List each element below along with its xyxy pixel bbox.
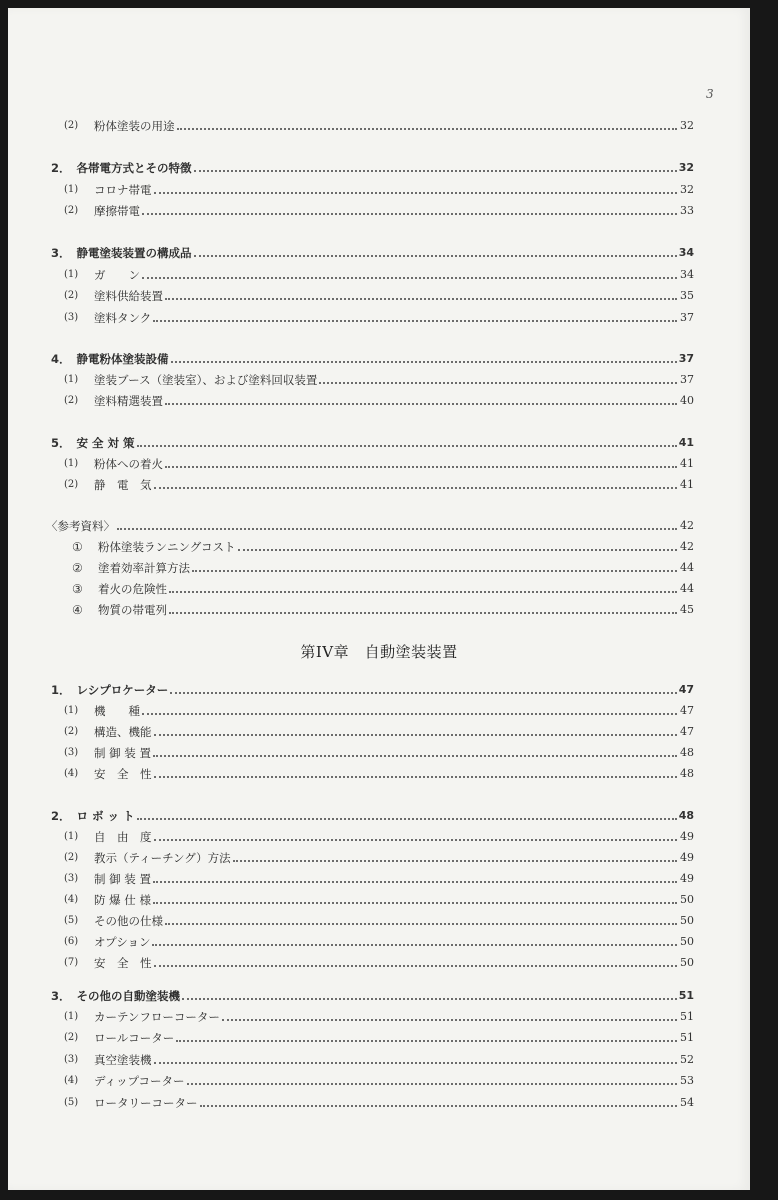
toc-entry-page: 49 [680, 830, 694, 843]
toc-entry [8, 700, 694, 718]
toc-entry-label: ガ ン [94, 268, 140, 282]
toc-entry [8, 557, 694, 575]
toc-entry-number: (2) [64, 290, 79, 301]
dot-leader [170, 692, 677, 694]
page-number: 3 [706, 87, 714, 101]
toc-entry [8, 868, 694, 886]
toc-entry-page: 32 [680, 183, 694, 196]
dot-leader [319, 382, 677, 384]
toc-entry-label: 静電塗装装置の構成品 [76, 246, 192, 260]
toc-entry-label: 教示（ティーチング）方法 [94, 851, 231, 865]
toc-entry [8, 200, 694, 218]
toc-entry-number: (4) [64, 768, 79, 779]
toc-entry [8, 1006, 694, 1024]
dot-leader [137, 445, 677, 447]
toc-entry-number: (5) [64, 915, 79, 926]
dot-leader [176, 1040, 677, 1042]
dot-leader [142, 713, 677, 715]
toc-entry-number: (3) [64, 873, 79, 884]
toc-entry-number: (3) [64, 312, 79, 323]
toc-entry-number: (1) [64, 184, 79, 195]
toc-entry-page: 44 [680, 561, 694, 574]
toc-entry-label: 摩擦帯電 [94, 204, 140, 218]
toc-entry-page: 42 [680, 519, 694, 532]
dot-leader [171, 361, 677, 363]
toc-entry-number: (6) [64, 936, 79, 947]
dot-leader [165, 403, 677, 405]
toc-entry-number: 2． [51, 161, 71, 175]
dot-leader [187, 1083, 677, 1085]
toc-entry [8, 369, 694, 387]
toc-entry [8, 115, 694, 133]
toc-entry-number: (2) [64, 852, 79, 863]
dot-leader [153, 320, 677, 322]
toc-entry-number: (4) [64, 1075, 79, 1086]
dot-leader [154, 487, 678, 489]
toc-entry-number: (4) [64, 894, 79, 905]
toc-entry [8, 453, 694, 471]
toc-entry-number: (5) [64, 1097, 79, 1108]
dot-leader [153, 755, 677, 757]
dot-leader [152, 944, 677, 946]
toc-entry-label: 粉体への着火 [94, 457, 163, 471]
toc-entry-label: 安 全 性 [94, 956, 152, 970]
dot-leader [153, 902, 677, 904]
dot-leader [165, 298, 677, 300]
dot-leader [169, 591, 677, 593]
dot-leader [154, 734, 678, 736]
toc-entry-page: 48 [680, 767, 694, 780]
toc-entry [8, 805, 694, 823]
toc-entry-number: (2) [64, 395, 79, 406]
toc-entry-page: 42 [680, 540, 694, 553]
table-of-contents [8, 8, 750, 1190]
toc-entry [8, 952, 694, 970]
toc-entry-number: (3) [64, 747, 79, 758]
toc-entry [8, 432, 694, 450]
toc-entry-page: 33 [680, 204, 694, 217]
toc-entry [8, 763, 694, 781]
toc-entry-label: 安 全 性 [94, 767, 152, 781]
toc-entry [8, 390, 694, 408]
toc-entry-page: 50 [680, 893, 694, 906]
toc-entry [8, 348, 694, 366]
toc-entry-page: 50 [680, 935, 694, 948]
toc-entry-number: ④ [72, 603, 83, 617]
toc-entry-page: 37 [678, 352, 694, 365]
toc-entry-label: その他の自動塗装機 [76, 989, 181, 1003]
toc-entry-page: 34 [680, 268, 694, 281]
toc-entry-label: カーテンフローコーター [94, 1010, 220, 1024]
toc-entry [8, 1027, 694, 1045]
toc-entry-page: 37 [680, 373, 694, 386]
toc-entry [8, 679, 694, 697]
toc-entry [8, 826, 694, 844]
toc-entry-number: (3) [64, 1054, 79, 1065]
dot-leader [222, 1019, 677, 1021]
toc-entry [8, 242, 694, 260]
toc-entry [8, 285, 694, 303]
dot-leader [153, 881, 677, 883]
dot-leader [154, 776, 678, 778]
dot-leader [165, 466, 677, 468]
toc-entry-page: 50 [680, 914, 694, 927]
toc-entry-label: コロナ帯電 [94, 183, 152, 197]
toc-entry [8, 931, 694, 949]
toc-entry [8, 1092, 694, 1110]
dot-leader [137, 818, 677, 820]
dot-leader [182, 998, 677, 1000]
toc-entry-page: 47 [678, 683, 694, 696]
toc-entry [8, 742, 694, 760]
toc-entry-label: ロールコーター [94, 1031, 175, 1045]
toc-entry-number: (1) [64, 705, 79, 716]
toc-entry-page: 49 [680, 851, 694, 864]
toc-entry-page: 41 [678, 436, 694, 449]
toc-entry-page: 51 [678, 989, 694, 1002]
toc-entry [8, 847, 694, 865]
toc-entry-label: 塗装ブース（塗装室）、および塗料回収装置 [94, 373, 318, 387]
toc-entry-page: 52 [680, 1053, 694, 1066]
toc-entry-label: 静電粉体塗装設備 [76, 352, 169, 366]
toc-entry [8, 578, 694, 596]
toc-entry-label: 制 御 装 置 [94, 872, 151, 886]
toc-entry [8, 1049, 694, 1067]
toc-entry [8, 515, 694, 533]
toc-entry-page: 54 [680, 1096, 694, 1109]
toc-entry-number: (1) [64, 1011, 79, 1022]
toc-entry-number: (1) [64, 458, 79, 469]
toc-entry-page: 47 [680, 704, 694, 717]
toc-entry-label: 着火の危険性 [98, 582, 167, 596]
toc-entry-number: (1) [64, 831, 79, 842]
toc-entry-number: (7) [64, 957, 79, 968]
toc-entry-number: (1) [64, 269, 79, 280]
toc-entry-page: 41 [680, 478, 694, 491]
toc-entry-label: 塗着効率計算方法 [98, 561, 190, 575]
toc-entry [8, 307, 694, 325]
toc-entry-label: 粉体塗装ランニングコスト [98, 540, 236, 554]
toc-entry-page: 47 [680, 725, 694, 738]
dot-leader [154, 965, 678, 967]
toc-entry-label: 塗料タンク [94, 311, 152, 325]
dot-leader [142, 277, 677, 279]
toc-entry [8, 910, 694, 928]
dot-leader [194, 170, 677, 172]
toc-entry-page: 32 [680, 119, 694, 132]
toc-entry-page: 48 [680, 746, 694, 759]
toc-entry-page: 50 [680, 956, 694, 969]
dot-leader [154, 192, 678, 194]
toc-entry-number: (2) [64, 1032, 79, 1043]
dot-leader [142, 213, 677, 215]
dot-leader [117, 528, 677, 530]
document-page [8, 8, 750, 1190]
toc-entry-label: ロータリーコーター [94, 1096, 198, 1110]
toc-entry-label: ロ ボ ッ ト [76, 809, 135, 823]
toc-entry-number: 5． [51, 436, 71, 450]
toc-entry [8, 599, 694, 617]
toc-entry-label: 真空塗装機 [94, 1053, 152, 1067]
toc-entry-number: ② [72, 561, 83, 575]
toc-entry-label: 静 電 気 [94, 478, 152, 492]
toc-entry [8, 1070, 694, 1088]
toc-entry-label: オプション [94, 935, 151, 949]
toc-entry-label: 制 御 装 置 [94, 746, 151, 760]
toc-entry-page: 51 [680, 1010, 694, 1023]
dot-leader [192, 570, 677, 572]
chapter-heading: 第IV章 自動塗装装置 [300, 643, 458, 661]
toc-entry [8, 264, 694, 282]
toc-entry-number: (2) [64, 726, 79, 737]
toc-entry-label: 粉体塗装の用途 [94, 119, 175, 133]
toc-entry-page: 41 [680, 457, 694, 470]
toc-entry-label: 各帯電方式とその特徴 [76, 161, 192, 175]
toc-entry-number: (2) [64, 120, 79, 131]
toc-entry-page: 44 [680, 582, 694, 595]
toc-entry-page: 45 [680, 603, 694, 616]
toc-entry-label: 物質の帯電列 [98, 603, 167, 617]
toc-entry-page: 37 [680, 311, 694, 324]
dot-leader [194, 255, 677, 257]
toc-entry-label: 塗料精選装置 [94, 394, 163, 408]
dot-leader [154, 839, 678, 841]
toc-entry-page: 53 [680, 1074, 694, 1087]
toc-entry [8, 474, 694, 492]
toc-entry [8, 536, 694, 554]
toc-entry [8, 985, 694, 1003]
dot-leader [233, 860, 677, 862]
toc-entry-label: 機 種 [94, 704, 140, 718]
toc-entry-page: 32 [678, 161, 694, 174]
toc-entry-page: 35 [680, 289, 694, 302]
toc-entry-label: ディップコーター [94, 1074, 185, 1088]
toc-entry [8, 179, 694, 197]
toc-entry-label: 〈参考資料〉 [46, 519, 115, 533]
toc-entry-page: 51 [680, 1031, 694, 1044]
toc-entry-label: 構造、機能 [94, 725, 152, 739]
dot-leader [177, 128, 678, 130]
toc-entry-number: (1) [64, 374, 79, 385]
dot-leader [200, 1105, 678, 1107]
dot-leader [154, 1062, 678, 1064]
toc-entry-number: (2) [64, 205, 79, 216]
toc-entry-number: 4． [51, 352, 71, 366]
toc-entry-number: ③ [72, 582, 83, 596]
toc-entry [8, 157, 694, 175]
toc-entry-number: ① [72, 540, 83, 554]
toc-entry-page: 34 [678, 246, 694, 259]
dot-leader [165, 923, 677, 925]
dot-leader [169, 612, 677, 614]
toc-entry-page: 48 [678, 809, 694, 822]
dot-leader [238, 549, 677, 551]
toc-entry-number: 3． [51, 989, 71, 1003]
toc-entry-page: 40 [680, 394, 694, 407]
toc-entry-label: その他の仕様 [94, 914, 163, 928]
toc-entry [8, 721, 694, 739]
toc-entry-page: 49 [680, 872, 694, 885]
toc-entry-label: 防 爆 仕 様 [94, 893, 151, 907]
toc-entry-label: 塗料供給装置 [94, 289, 163, 303]
toc-entry-number: 3． [51, 246, 71, 260]
toc-entry-label: 安 全 対 策 [76, 436, 135, 450]
toc-entry-number: 2． [51, 809, 71, 823]
toc-entry-label: 自 由 度 [94, 830, 152, 844]
toc-entry-label: レシプロケーター [76, 683, 169, 697]
toc-entry-number: 1． [51, 683, 71, 697]
toc-entry [8, 889, 694, 907]
toc-entry-number: (2) [64, 479, 79, 490]
